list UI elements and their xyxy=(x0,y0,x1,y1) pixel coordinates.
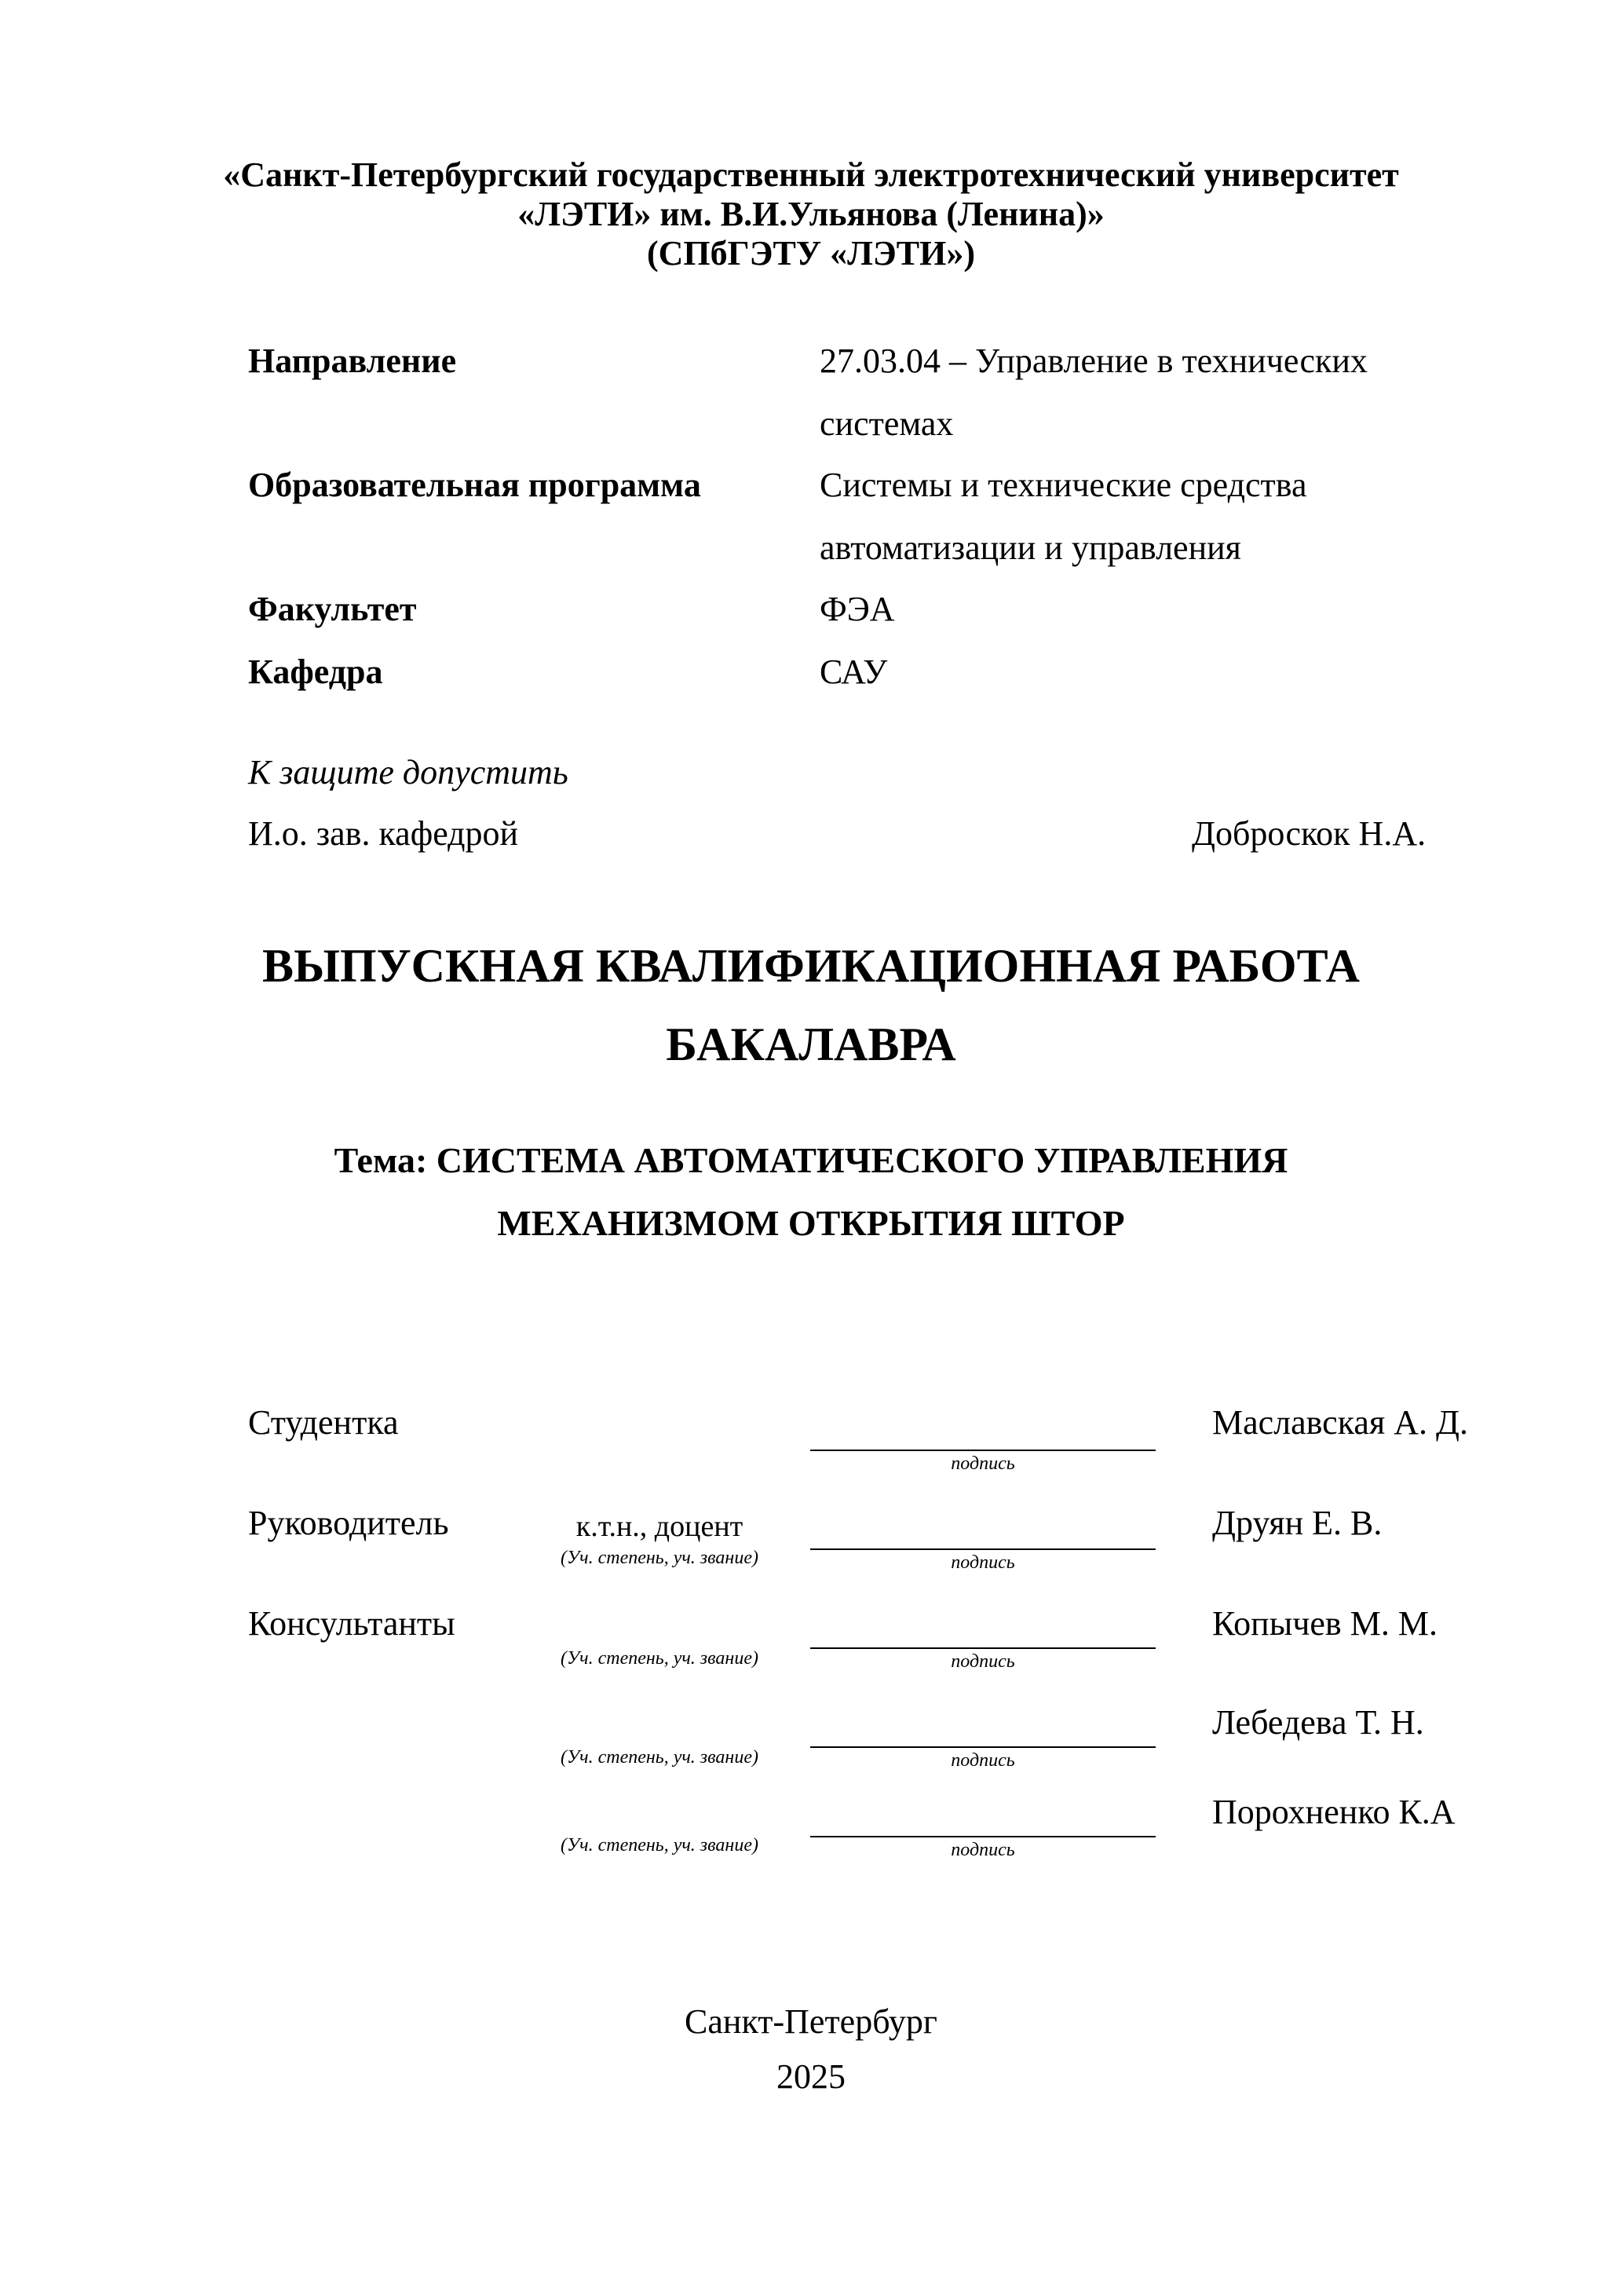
document-title-line-2: БАКАЛАВРА xyxy=(666,1018,956,1070)
consultant-2-signature-line xyxy=(810,1746,1156,1748)
head-of-department-name: Доброскок Н.А. xyxy=(1192,814,1427,853)
supervisor-degree-caption: (Уч. степень, уч. звание) xyxy=(561,1548,758,1568)
program-label: Образовательная программа xyxy=(248,466,701,504)
faculty-value: ФЭА xyxy=(820,590,895,628)
document-title-line-1: ВЫПУСКНАЯ КВАЛИФИКАЦИОННАЯ РАБОТА xyxy=(262,940,1360,992)
supervisor-degree: к.т.н., доцент xyxy=(575,1510,743,1543)
consultant-3-signature-caption: подпись xyxy=(951,1840,1015,1860)
consultant-2-signature-caption: подпись xyxy=(951,1750,1015,1771)
consultant-2-degree-caption: (Уч. степень, уч. звание) xyxy=(561,1747,758,1768)
supervisor-name: Друян Е. В. xyxy=(1212,1504,1383,1542)
thesis-topic xyxy=(0,1129,1622,1255)
department-label: Кафедра xyxy=(248,653,383,691)
thesis-topic-line-1: Тема: СИСТЕМА АВТОМАТИЧЕСКОГО УПРАВЛЕНИЯ xyxy=(334,1140,1288,1180)
consultant-1-degree-caption: (Уч. степень, уч. звание) xyxy=(561,1648,758,1669)
direction-value-line-2: системах xyxy=(820,404,954,443)
supervisor-signature-line xyxy=(810,1548,1156,1550)
consultant-3-signature-line xyxy=(810,1836,1156,1837)
supervisor-label: Руководитель xyxy=(248,1504,449,1542)
consultant-3-degree-caption: (Уч. степень, уч. звание) xyxy=(561,1835,758,1855)
supervisor-signature-caption: подпись xyxy=(951,1552,1015,1573)
student-signature-line xyxy=(810,1450,1156,1451)
department-value: САУ xyxy=(820,653,888,691)
program-value-line-1: Системы и технические средства xyxy=(820,466,1307,504)
direction-label: Направление xyxy=(248,342,457,380)
thesis-topic-line-2: МЕХАНИЗМОМ ОТКРЫТИЯ ШТОР xyxy=(497,1203,1125,1243)
program-value-line-2: автоматизации и управления xyxy=(820,528,1241,567)
footer xyxy=(0,1994,1622,2104)
consultant-1-signature-line xyxy=(810,1647,1156,1649)
student-name: Маславская А. Д. xyxy=(1212,1403,1468,1442)
year: 2025 xyxy=(776,2057,846,2096)
university-name-line-1: «Санкт-Петербургский государственный электротехнический университет xyxy=(223,155,1399,194)
consultant-1-name: Копычев М. М. xyxy=(1212,1604,1438,1643)
consultant-3-name: Порохненко К.А xyxy=(1212,1793,1456,1831)
university-abbreviation: (СПбГЭТУ «ЛЭТИ») xyxy=(647,234,975,272)
university-name-line-2: «ЛЭТИ» им. В.И.Ульянова (Ленина)» xyxy=(517,195,1105,233)
city: Санкт-Петербург xyxy=(685,2002,937,2041)
student-signature-caption: подпись xyxy=(951,1453,1015,1474)
consultant-2-name: Лебедева Т. Н. xyxy=(1212,1703,1424,1742)
consultant-1-signature-caption: подпись xyxy=(951,1651,1015,1672)
admission-note: К защите допустить xyxy=(248,753,568,792)
student-label: Студентка xyxy=(248,1403,399,1442)
university-header xyxy=(0,155,1622,273)
head-of-department-label: И.о. зав. кафедрой xyxy=(248,814,519,853)
faculty-label: Факультет xyxy=(248,590,417,628)
consultants-label: Консультанты xyxy=(248,1604,455,1643)
document-title xyxy=(0,927,1622,1084)
direction-value-line-1: 27.03.04 – Управление в технических xyxy=(820,342,1368,380)
